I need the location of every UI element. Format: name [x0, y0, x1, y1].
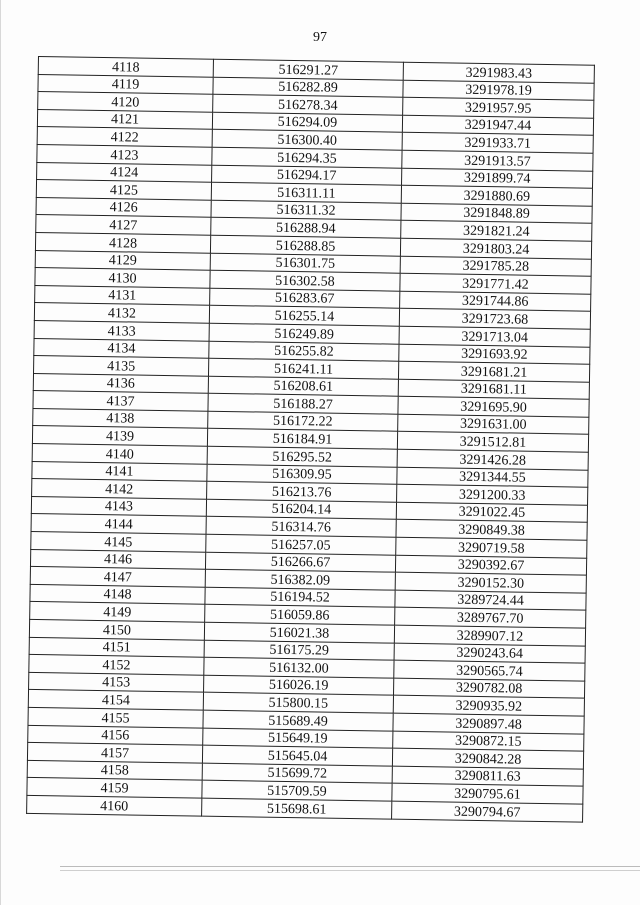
point-number-cell: 4139	[32, 426, 207, 446]
point-number-cell: 4138	[33, 408, 208, 428]
x-coordinate-cell: 516208.61	[208, 376, 398, 397]
x-coordinate-cell: 516295.52	[207, 446, 397, 467]
point-number-cell: 4120	[38, 92, 213, 112]
y-coordinate-cell: 3291983.43	[403, 62, 594, 83]
y-coordinate-cell: 3291426.28	[397, 449, 588, 470]
point-number-cell: 4125	[36, 180, 211, 200]
point-number-cell: 4154	[28, 690, 203, 710]
x-coordinate-cell: 516266.67	[205, 552, 395, 573]
y-coordinate-cell: 3290243.64	[394, 643, 585, 664]
point-number-cell: 4151	[29, 637, 204, 657]
y-coordinate-cell: 3291899.74	[402, 168, 593, 189]
point-number-cell: 4126	[36, 197, 211, 217]
y-coordinate-cell: 3291723.68	[399, 309, 590, 330]
point-number-cell: 4146	[30, 549, 205, 569]
point-number-cell: 4147	[30, 567, 205, 587]
y-coordinate-cell: 3290565.74	[394, 660, 585, 681]
x-coordinate-cell: 516288.85	[210, 235, 400, 256]
y-coordinate-cell: 3291913.57	[402, 150, 593, 171]
point-number-cell: 4157	[27, 743, 202, 763]
x-coordinate-cell: 516311.11	[211, 182, 401, 203]
y-coordinate-cell: 3290811.63	[392, 766, 583, 787]
y-coordinate-cell: 3291022.45	[396, 502, 587, 523]
y-coordinate-cell: 3291978.19	[403, 80, 594, 101]
y-coordinate-cell: 3291947.44	[402, 115, 593, 136]
point-number-cell: 4158	[27, 760, 202, 780]
y-coordinate-cell: 3290794.67	[392, 801, 583, 822]
y-coordinate-cell: 3291693.92	[399, 344, 590, 365]
y-coordinate-cell: 3290897.48	[393, 713, 584, 734]
x-coordinate-cell: 515649.19	[203, 728, 393, 749]
x-coordinate-cell: 516294.17	[212, 165, 402, 186]
point-number-cell: 4144	[31, 514, 206, 534]
x-coordinate-cell: 516172.22	[208, 411, 398, 432]
y-coordinate-cell: 3290842.28	[392, 748, 583, 769]
y-coordinate-cell: 3291681.11	[398, 379, 589, 400]
x-coordinate-cell: 516188.27	[208, 393, 398, 414]
x-coordinate-cell: 516278.34	[213, 94, 403, 115]
x-coordinate-cell: 516294.35	[212, 147, 402, 168]
point-number-cell: 4150	[29, 619, 204, 639]
y-coordinate-cell: 3290719.58	[396, 537, 587, 558]
x-coordinate-cell: 516194.52	[205, 587, 395, 608]
y-coordinate-cell: 3291344.55	[397, 467, 588, 488]
y-coordinate-cell: 3289767.70	[395, 608, 586, 629]
x-coordinate-cell: 516309.95	[207, 464, 397, 485]
point-number-cell: 4123	[37, 144, 212, 164]
y-coordinate-cell: 3290152.30	[395, 572, 586, 593]
x-coordinate-cell: 516288.94	[211, 218, 401, 239]
x-coordinate-cell: 515699.72	[202, 763, 392, 784]
point-number-cell: 4156	[28, 725, 203, 745]
y-coordinate-cell: 3289907.12	[394, 625, 585, 646]
y-coordinate-cell: 3291821.24	[401, 221, 592, 242]
coordinate-table-body	[27, 57, 595, 822]
scan-edge	[0, 0, 1, 905]
footer-rule	[60, 866, 640, 867]
x-coordinate-cell: 516241.11	[208, 358, 398, 379]
x-coordinate-cell: 516382.09	[205, 569, 395, 590]
point-number-cell: 4121	[37, 109, 212, 129]
point-number-cell: 4136	[33, 373, 208, 393]
x-coordinate-cell: 515709.59	[202, 781, 392, 802]
point-number-cell: 4155	[28, 707, 203, 727]
y-coordinate-cell: 3291695.90	[398, 396, 589, 417]
x-coordinate-cell: 515645.04	[202, 745, 392, 766]
y-coordinate-cell: 3290935.92	[393, 696, 584, 717]
point-number-cell: 4152	[29, 655, 204, 675]
x-coordinate-cell: 516301.75	[210, 253, 400, 274]
x-coordinate-cell: 516255.14	[209, 306, 399, 327]
x-coordinate-cell: 516213.76	[207, 481, 397, 502]
y-coordinate-cell: 3290795.61	[392, 783, 583, 804]
point-number-cell: 4129	[35, 250, 210, 270]
point-number-cell: 4130	[35, 268, 210, 288]
point-number-cell: 4143	[31, 496, 206, 516]
point-number-cell: 4127	[36, 215, 211, 235]
point-number-cell: 4149	[30, 602, 205, 622]
y-coordinate-cell: 3291681.21	[398, 361, 589, 382]
y-coordinate-cell: 3291713.04	[399, 326, 590, 347]
x-coordinate-cell: 516291.27	[213, 59, 403, 80]
y-coordinate-cell: 3291848.89	[401, 203, 592, 224]
x-coordinate-cell: 516311.32	[211, 200, 401, 221]
point-number-cell: 4137	[33, 391, 208, 411]
footer-rule-secondary	[60, 870, 640, 871]
x-coordinate-cell: 515800.15	[203, 693, 393, 714]
point-number-cell: 4153	[29, 672, 204, 692]
y-coordinate-cell: 3290392.67	[395, 555, 586, 576]
x-coordinate-cell: 516059.86	[205, 605, 395, 626]
x-coordinate-cell: 516302.58	[210, 270, 400, 291]
y-coordinate-cell: 3291785.28	[400, 256, 591, 277]
y-coordinate-cell: 3291200.33	[397, 484, 588, 505]
point-number-cell: 4122	[37, 127, 212, 147]
y-coordinate-cell: 3290782.08	[393, 678, 584, 699]
y-coordinate-cell: 3289724.44	[395, 590, 586, 611]
x-coordinate-cell: 516184.91	[207, 429, 397, 450]
y-coordinate-cell: 3291803.24	[400, 238, 591, 259]
x-coordinate-cell: 516021.38	[204, 622, 394, 643]
x-coordinate-cell: 515689.49	[203, 710, 393, 731]
point-number-cell: 4140	[32, 444, 207, 464]
point-number-cell: 4135	[34, 356, 209, 376]
y-coordinate-cell: 3291744.86	[400, 291, 591, 312]
point-number-cell: 4128	[35, 232, 210, 252]
point-number-cell: 4142	[32, 479, 207, 499]
y-coordinate-cell: 3291631.00	[398, 414, 589, 435]
y-coordinate-cell: 3291512.81	[397, 432, 588, 453]
point-number-cell: 4124	[37, 162, 212, 182]
x-coordinate-cell: 516249.89	[209, 323, 399, 344]
y-coordinate-cell: 3291771.42	[400, 273, 591, 294]
y-coordinate-cell: 3291880.69	[401, 185, 592, 206]
point-number-cell: 4119	[38, 74, 213, 94]
point-number-cell: 4145	[31, 531, 206, 551]
point-number-cell: 4133	[34, 320, 209, 340]
x-coordinate-cell: 516204.14	[206, 499, 396, 520]
x-coordinate-cell: 516300.40	[212, 130, 402, 151]
y-coordinate-cell: 3290849.38	[396, 520, 587, 541]
y-coordinate-cell: 3291957.95	[403, 97, 594, 118]
page-number: 97	[313, 30, 327, 45]
coordinate-table-container	[26, 56, 594, 822]
x-coordinate-cell: 516282.89	[213, 77, 403, 98]
x-coordinate-cell: 516294.09	[212, 112, 402, 133]
x-coordinate-cell: 515698.61	[202, 798, 392, 819]
x-coordinate-cell: 516132.00	[204, 657, 394, 678]
y-coordinate-cell: 3291933.71	[402, 133, 593, 154]
point-number-cell: 4132	[34, 303, 209, 323]
point-number-cell: 4159	[27, 778, 202, 798]
x-coordinate-cell: 516175.29	[204, 640, 394, 661]
point-number-cell: 4148	[30, 584, 205, 604]
x-coordinate-cell: 516255.82	[209, 341, 399, 362]
x-coordinate-cell: 516314.76	[206, 517, 396, 538]
point-number-cell: 4118	[38, 57, 213, 77]
x-coordinate-cell: 516283.67	[210, 288, 400, 309]
point-number-cell: 4141	[32, 461, 207, 481]
coordinate-table	[26, 56, 595, 822]
x-coordinate-cell: 516026.19	[204, 675, 394, 696]
point-number-cell: 4134	[34, 338, 209, 358]
y-coordinate-cell: 3290872.15	[393, 731, 584, 752]
point-number-cell: 4131	[35, 285, 210, 305]
point-number-cell: 4160	[27, 795, 202, 815]
x-coordinate-cell: 516257.05	[206, 534, 396, 555]
